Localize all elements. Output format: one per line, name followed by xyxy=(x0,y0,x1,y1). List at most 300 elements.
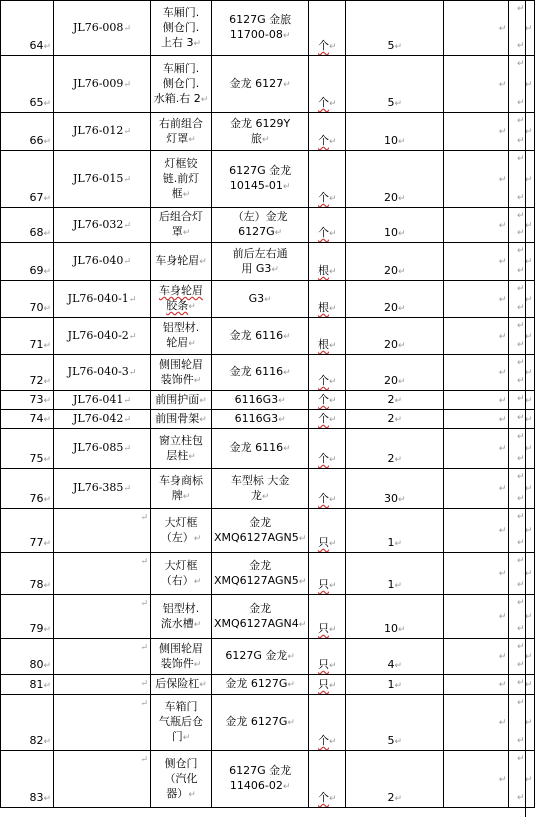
row-number xyxy=(1,151,54,208)
cell-text: 门 xyxy=(171,730,183,743)
paragraph-mark: ↵ xyxy=(193,375,202,386)
paragraph-mark: ↵ xyxy=(261,134,270,145)
table-row xyxy=(1,151,535,208)
unit xyxy=(309,553,346,595)
paragraph-mark: ↵ xyxy=(264,294,272,305)
cell-text: 后保险杠 xyxy=(155,677,200,690)
paragraph-mark: ↵ xyxy=(140,679,148,689)
row-number-text: 80 xyxy=(29,658,44,671)
cell-line xyxy=(214,12,306,27)
blank-cell xyxy=(444,208,509,243)
cell-text: 罩 xyxy=(171,225,183,238)
paragraph-mark: ↵ xyxy=(140,513,148,523)
quantity xyxy=(346,113,444,151)
paragraph-mark: ↵ xyxy=(43,455,51,465)
part-code xyxy=(54,1,151,56)
cell-line xyxy=(214,778,306,795)
quantity-text: 20 xyxy=(384,264,399,277)
part-name xyxy=(151,355,212,391)
quantity xyxy=(346,410,444,429)
row-number xyxy=(1,639,54,675)
quantity xyxy=(346,429,444,469)
row-end-mark: ↵ xyxy=(517,580,525,590)
paragraph-mark: ↵ xyxy=(524,652,533,662)
cell-text: 前后左右通 xyxy=(232,246,288,260)
blank-cell xyxy=(444,113,509,151)
cell-text: XMQ6127AGN5 xyxy=(214,573,299,587)
cell-line xyxy=(214,291,306,308)
paragraph-mark: ↵ xyxy=(282,31,291,41)
row-end-mark: ↵ xyxy=(517,228,525,238)
paragraph-mark: ↵ xyxy=(43,99,51,109)
quantity xyxy=(346,355,444,391)
row-end-mark: ↵ xyxy=(517,4,525,14)
row-number xyxy=(1,208,54,243)
cell-line xyxy=(153,171,209,186)
paragraph-mark: ↵ xyxy=(329,581,337,591)
part-code xyxy=(54,595,151,639)
part-name xyxy=(151,751,212,808)
unit-text: 个 xyxy=(318,134,330,147)
cell-text: 6127G 金旅 xyxy=(229,13,292,26)
blank-cell xyxy=(444,469,509,509)
cell-text: 侧仓门 xyxy=(164,756,198,770)
part-code-text: JL76-385 xyxy=(73,481,124,494)
paragraph-mark: ↵ xyxy=(398,625,406,635)
quantity xyxy=(346,675,444,695)
row-end-mark: ↵ xyxy=(517,154,525,164)
row-end-mark: ↵ xyxy=(517,340,525,350)
paragraph-mark: ↵ xyxy=(498,395,507,406)
cell-text: 车厢门. xyxy=(162,5,200,19)
quantity-text: 10 xyxy=(384,622,399,635)
cell-line xyxy=(153,786,209,803)
row-end-mark: ↵ xyxy=(517,211,525,221)
unit-text: 个 xyxy=(318,393,330,406)
cell-text: 水箱.右 2 xyxy=(153,91,201,105)
cell-line xyxy=(153,224,209,241)
cell-text: （左）金龙 xyxy=(232,210,288,223)
cell-line xyxy=(153,530,209,547)
part-code-text: JL76-040-1 xyxy=(67,291,129,305)
paragraph-mark: ↵ xyxy=(498,526,507,536)
paragraph-mark: ↵ xyxy=(329,681,337,691)
paragraph-mark: ↵ xyxy=(524,23,533,34)
unit-text: 只 xyxy=(318,622,330,635)
cell-text: 金龙 6116 xyxy=(229,328,284,342)
row-number xyxy=(1,113,54,151)
row-end-mark: ↵ xyxy=(517,376,525,386)
unit-text: 只 xyxy=(318,578,330,591)
paragraph-mark: ↵ xyxy=(498,368,507,378)
paragraph-mark: ↵ xyxy=(329,377,337,387)
cell-text: 11406-02 xyxy=(229,779,283,792)
row-number-text: 82 xyxy=(29,734,44,747)
table-row xyxy=(1,469,535,509)
paragraph-mark: ↵ xyxy=(498,127,507,137)
cell-line xyxy=(153,320,209,335)
unit-text: 个 xyxy=(318,226,330,239)
cell-text: 10145-01 xyxy=(229,179,283,192)
unit xyxy=(309,281,346,318)
unit-text: 只 xyxy=(318,658,330,671)
paragraph-mark: ↵ xyxy=(394,455,403,465)
blank-cell xyxy=(444,56,509,113)
quantity-text: 2 xyxy=(387,393,395,406)
paragraph-mark: ↵ xyxy=(498,414,507,425)
cell-text: G3 xyxy=(248,291,265,305)
paragraph-mark: ↵ xyxy=(193,619,202,630)
unit xyxy=(309,695,346,751)
cell-line xyxy=(153,714,209,729)
cell-text: 金龙 xyxy=(249,558,272,572)
unit-text: 个 xyxy=(318,734,330,747)
cell-text: （左） xyxy=(160,530,194,544)
unit xyxy=(309,509,346,553)
paragraph-mark: ↵ xyxy=(283,331,291,342)
paragraph-mark: ↵ xyxy=(329,304,337,314)
paragraph-mark: ↵ xyxy=(123,414,131,425)
unit-text: 个 xyxy=(318,374,330,387)
blank-cell xyxy=(444,243,509,281)
blank-cell xyxy=(444,391,509,410)
paragraph-mark: ↵ xyxy=(524,774,533,785)
quantity-text: 10 xyxy=(384,134,399,147)
unit xyxy=(309,113,346,151)
paragraph-mark: ↵ xyxy=(298,619,307,630)
unit xyxy=(309,429,346,469)
unit-text: 个 xyxy=(318,39,330,52)
row-end-mark: ↵ xyxy=(517,736,525,746)
cell-text: XMQ6127AGN4 xyxy=(214,616,299,630)
unit-text: 只 xyxy=(318,678,330,691)
part-name xyxy=(151,56,212,113)
cell-text: 金龙 xyxy=(249,601,272,615)
row-end-mark: ↵ xyxy=(517,754,525,764)
vehicle-model xyxy=(212,639,309,675)
paragraph-mark: ↵ xyxy=(282,182,291,192)
quantity-text: 5 xyxy=(387,96,395,109)
vehicle-model xyxy=(212,208,309,243)
paragraph-mark: ↵ xyxy=(199,257,207,267)
part-code xyxy=(54,469,151,509)
cell-line xyxy=(214,573,306,590)
part-code xyxy=(54,410,151,429)
part-code xyxy=(54,675,151,695)
paragraph-mark: ↵ xyxy=(394,539,403,549)
paragraph-mark: ↵ xyxy=(498,718,507,728)
cell-text: 6116G3 xyxy=(234,392,279,406)
cell-text: 灯罩 xyxy=(166,131,189,145)
row-end-mark: ↵ xyxy=(517,556,525,566)
paragraph-mark: ↵ xyxy=(398,377,406,387)
paragraph-mark: ↵ xyxy=(329,42,337,52)
part-name xyxy=(151,595,212,639)
paragraph-mark: ↵ xyxy=(498,569,507,579)
row-number xyxy=(1,1,54,56)
paragraph-mark: ↵ xyxy=(128,368,137,378)
table-row xyxy=(1,595,535,639)
row-end-mark: ↵ xyxy=(517,624,525,634)
quantity-text: 2 xyxy=(387,412,395,425)
paragraph-mark: ↵ xyxy=(261,491,270,502)
row-number xyxy=(1,695,54,751)
table-row xyxy=(1,553,535,595)
table-row xyxy=(1,208,535,243)
row-end-mark: ↵ xyxy=(517,512,525,522)
paragraph-mark: ↵ xyxy=(394,581,403,591)
part-name xyxy=(151,1,212,56)
cell-text: 车箱门 xyxy=(164,700,198,713)
part-code xyxy=(54,751,151,808)
paragraph-mark: ↵ xyxy=(283,368,291,378)
paragraph-mark: ↵ xyxy=(398,194,406,204)
paragraph-mark: ↵ xyxy=(329,396,337,406)
paragraph-mark: ↵ xyxy=(498,680,507,690)
cell-text: 后组合灯 xyxy=(159,210,203,223)
cell-line xyxy=(214,714,306,731)
quantity xyxy=(346,151,444,208)
paragraph-mark: ↵ xyxy=(43,396,51,406)
paragraph-mark: ↵ xyxy=(498,612,507,622)
row-end-mark: ↵ xyxy=(517,598,525,608)
paragraph-mark: ↵ xyxy=(524,395,533,406)
row-end-mark: ↵ xyxy=(517,538,525,548)
row-number xyxy=(1,410,54,429)
vehicle-model xyxy=(212,355,309,391)
paragraph-mark: ↵ xyxy=(140,557,148,567)
cell-line xyxy=(153,641,209,656)
paragraph-mark: ↵ xyxy=(498,257,507,267)
cell-text: 金龙 6127G xyxy=(225,715,288,728)
row-number xyxy=(1,553,54,595)
paragraph-mark: ↵ xyxy=(282,782,291,792)
paragraph-mark: ↵ xyxy=(524,331,533,342)
row-number-text: 72 xyxy=(29,374,44,387)
paragraph-mark: ↵ xyxy=(524,127,533,137)
quantity-text: 20 xyxy=(384,191,399,204)
vehicle-model xyxy=(212,695,309,751)
cell-text: 侧围轮眉 xyxy=(159,357,203,371)
row-number-text: 70 xyxy=(29,301,44,314)
table-row xyxy=(1,281,535,318)
paragraph-mark: ↵ xyxy=(182,189,191,200)
part-name xyxy=(151,675,212,695)
vehicle-model xyxy=(212,318,309,355)
paragraph-mark: ↵ xyxy=(271,264,279,275)
row-end-mark: ↵ xyxy=(517,358,525,368)
paragraph-mark: ↵ xyxy=(498,23,507,34)
cell-text: 11700-08 xyxy=(229,28,283,41)
paragraph-mark: ↵ xyxy=(524,718,533,728)
cell-text: 侧仓门. xyxy=(162,76,200,90)
row-number-text: 77 xyxy=(29,536,44,549)
paragraph-mark: ↵ xyxy=(123,395,131,406)
unit-text: 根 xyxy=(318,301,330,314)
vehicle-model xyxy=(212,469,309,509)
quantity-text: 5 xyxy=(387,39,395,52)
paragraph-mark: ↵ xyxy=(140,755,148,765)
paragraph-mark: ↵ xyxy=(123,444,131,454)
paragraph-mark: ↵ xyxy=(43,681,51,691)
cell-line xyxy=(214,411,306,428)
paragraph-mark: ↵ xyxy=(123,127,131,137)
paragraph-mark: ↵ xyxy=(193,38,202,49)
cell-line xyxy=(153,20,209,35)
quantity-text: 4 xyxy=(387,658,395,671)
row-end-mark: ↵ xyxy=(517,394,525,404)
paragraph-mark: ↵ xyxy=(188,789,196,800)
paragraph-mark: ↵ xyxy=(394,661,403,671)
cell-text: 右前组合 xyxy=(159,116,203,130)
part-name xyxy=(151,243,212,281)
blank-cell xyxy=(444,355,509,391)
unit-text: 个 xyxy=(318,791,330,804)
row-end-mark: ↵ xyxy=(517,41,525,51)
cell-text: 轮眉 xyxy=(166,336,189,349)
cell-line xyxy=(214,473,306,488)
paragraph-mark: ↵ xyxy=(43,581,51,591)
cell-text: 车身轮眉 xyxy=(159,284,203,297)
part-code xyxy=(54,151,151,208)
vehicle-model xyxy=(212,151,309,208)
cell-text: （汽化 xyxy=(164,771,198,785)
row-number-text: 81 xyxy=(29,678,44,691)
quantity-text: 20 xyxy=(384,374,399,387)
paragraph-mark: ↵ xyxy=(278,414,286,425)
cell-text: 车身商标 xyxy=(159,473,203,487)
paragraph-mark: ↵ xyxy=(524,414,533,425)
part-name xyxy=(151,553,212,595)
quantity xyxy=(346,391,444,410)
row-end-mark: ↵ xyxy=(517,432,525,442)
paragraph-mark: ↵ xyxy=(329,737,337,747)
paragraph-mark: ↵ xyxy=(524,484,533,494)
row-number xyxy=(1,751,54,808)
paragraph-mark: ↵ xyxy=(524,526,533,536)
paragraph-mark: ↵ xyxy=(193,659,202,670)
row-end-mark: ↵ xyxy=(517,98,525,108)
unit xyxy=(309,355,346,391)
row-number-text: 74 xyxy=(29,412,44,425)
cell-line xyxy=(153,298,209,315)
cell-line xyxy=(214,763,306,778)
paragraph-mark: ↵ xyxy=(329,99,337,109)
paragraph-mark: ↵ xyxy=(394,681,403,691)
quantity-text: 5 xyxy=(387,734,395,747)
paragraph-mark: ↵ xyxy=(43,341,51,351)
table-row xyxy=(1,675,535,695)
vehicle-model xyxy=(212,410,309,429)
paragraph-mark: ↵ xyxy=(123,174,131,185)
cell-text: 车身轮眉 xyxy=(155,254,200,267)
paragraph-mark: ↵ xyxy=(43,415,51,425)
paragraph-mark: ↵ xyxy=(498,294,507,305)
row-end-mark: ↵ xyxy=(517,303,525,313)
cell-text: 大灯框 xyxy=(164,558,198,572)
blank-cell xyxy=(444,410,509,429)
cell-line xyxy=(153,61,209,76)
quantity xyxy=(346,469,444,509)
paragraph-mark: ↵ xyxy=(199,414,207,425)
cell-line xyxy=(214,364,306,381)
blank-cell xyxy=(444,318,509,355)
paragraph-mark: ↵ xyxy=(394,737,403,747)
table-row xyxy=(1,243,535,281)
unit-text: 个 xyxy=(318,96,330,109)
cell-line xyxy=(153,616,209,633)
quantity xyxy=(346,639,444,675)
row-end-mark: ↵ xyxy=(517,660,525,670)
cell-text: 胶条 xyxy=(166,299,189,312)
table-row xyxy=(1,56,535,113)
cell-text: 6127G 金龙 xyxy=(229,164,292,177)
blank-cell xyxy=(444,695,509,751)
table-row xyxy=(1,391,535,410)
paragraph-mark: ↵ xyxy=(123,79,131,90)
cell-line xyxy=(214,224,306,241)
paragraph-mark: ↵ xyxy=(398,137,406,147)
paragraph-mark: ↵ xyxy=(298,533,307,544)
unit-text: 个 xyxy=(318,492,330,505)
paragraph-mark: ↵ xyxy=(498,484,507,494)
row-number-text: 65 xyxy=(29,96,44,109)
paragraph-mark: ↵ xyxy=(329,137,337,147)
row-number-text: 64 xyxy=(29,39,44,52)
row-end-mark: ↵ xyxy=(517,321,525,331)
paragraph-mark: ↵ xyxy=(43,794,51,804)
quantity xyxy=(346,281,444,318)
quantity xyxy=(346,751,444,808)
table-row xyxy=(1,410,535,429)
part-code-text: JL76-009 xyxy=(73,76,124,90)
cell-line xyxy=(214,76,306,93)
cell-line xyxy=(153,515,209,530)
vehicle-model xyxy=(212,391,309,410)
part-code-text: JL76-040-3 xyxy=(67,365,129,378)
part-name xyxy=(151,410,212,429)
quantity xyxy=(346,553,444,595)
blank-cell xyxy=(444,595,509,639)
cell-line xyxy=(214,488,306,505)
table-row xyxy=(1,318,535,355)
cell-text: 气瓶后仓 xyxy=(159,715,203,728)
cell-text: 金龙 xyxy=(249,515,272,529)
cell-text: 6116G3 xyxy=(234,411,279,425)
cell-line xyxy=(153,433,209,448)
cell-line xyxy=(153,771,209,786)
row-number xyxy=(1,469,54,509)
paragraph-mark: ↵ xyxy=(43,661,51,671)
paragraph-mark: ↵ xyxy=(329,194,337,204)
cell-line xyxy=(153,756,209,771)
cell-line xyxy=(214,616,306,633)
vehicle-model xyxy=(212,675,309,695)
paragraph-mark: ↵ xyxy=(274,228,283,238)
row-end-mark: ↵ xyxy=(517,793,525,803)
cell-line xyxy=(214,601,306,616)
part-code xyxy=(54,391,151,410)
part-code-text: JL76-032 xyxy=(73,217,124,231)
vehicle-model xyxy=(212,281,309,318)
cell-line xyxy=(214,328,306,345)
part-code-text: JL76-008 xyxy=(73,20,124,34)
row-end-mark: ↵ xyxy=(517,494,525,504)
paragraph-mark: ↵ xyxy=(498,79,507,90)
paragraph-mark: ↵ xyxy=(524,174,533,185)
paragraph-mark: ↵ xyxy=(394,415,403,425)
unit-text: 个 xyxy=(318,191,330,204)
